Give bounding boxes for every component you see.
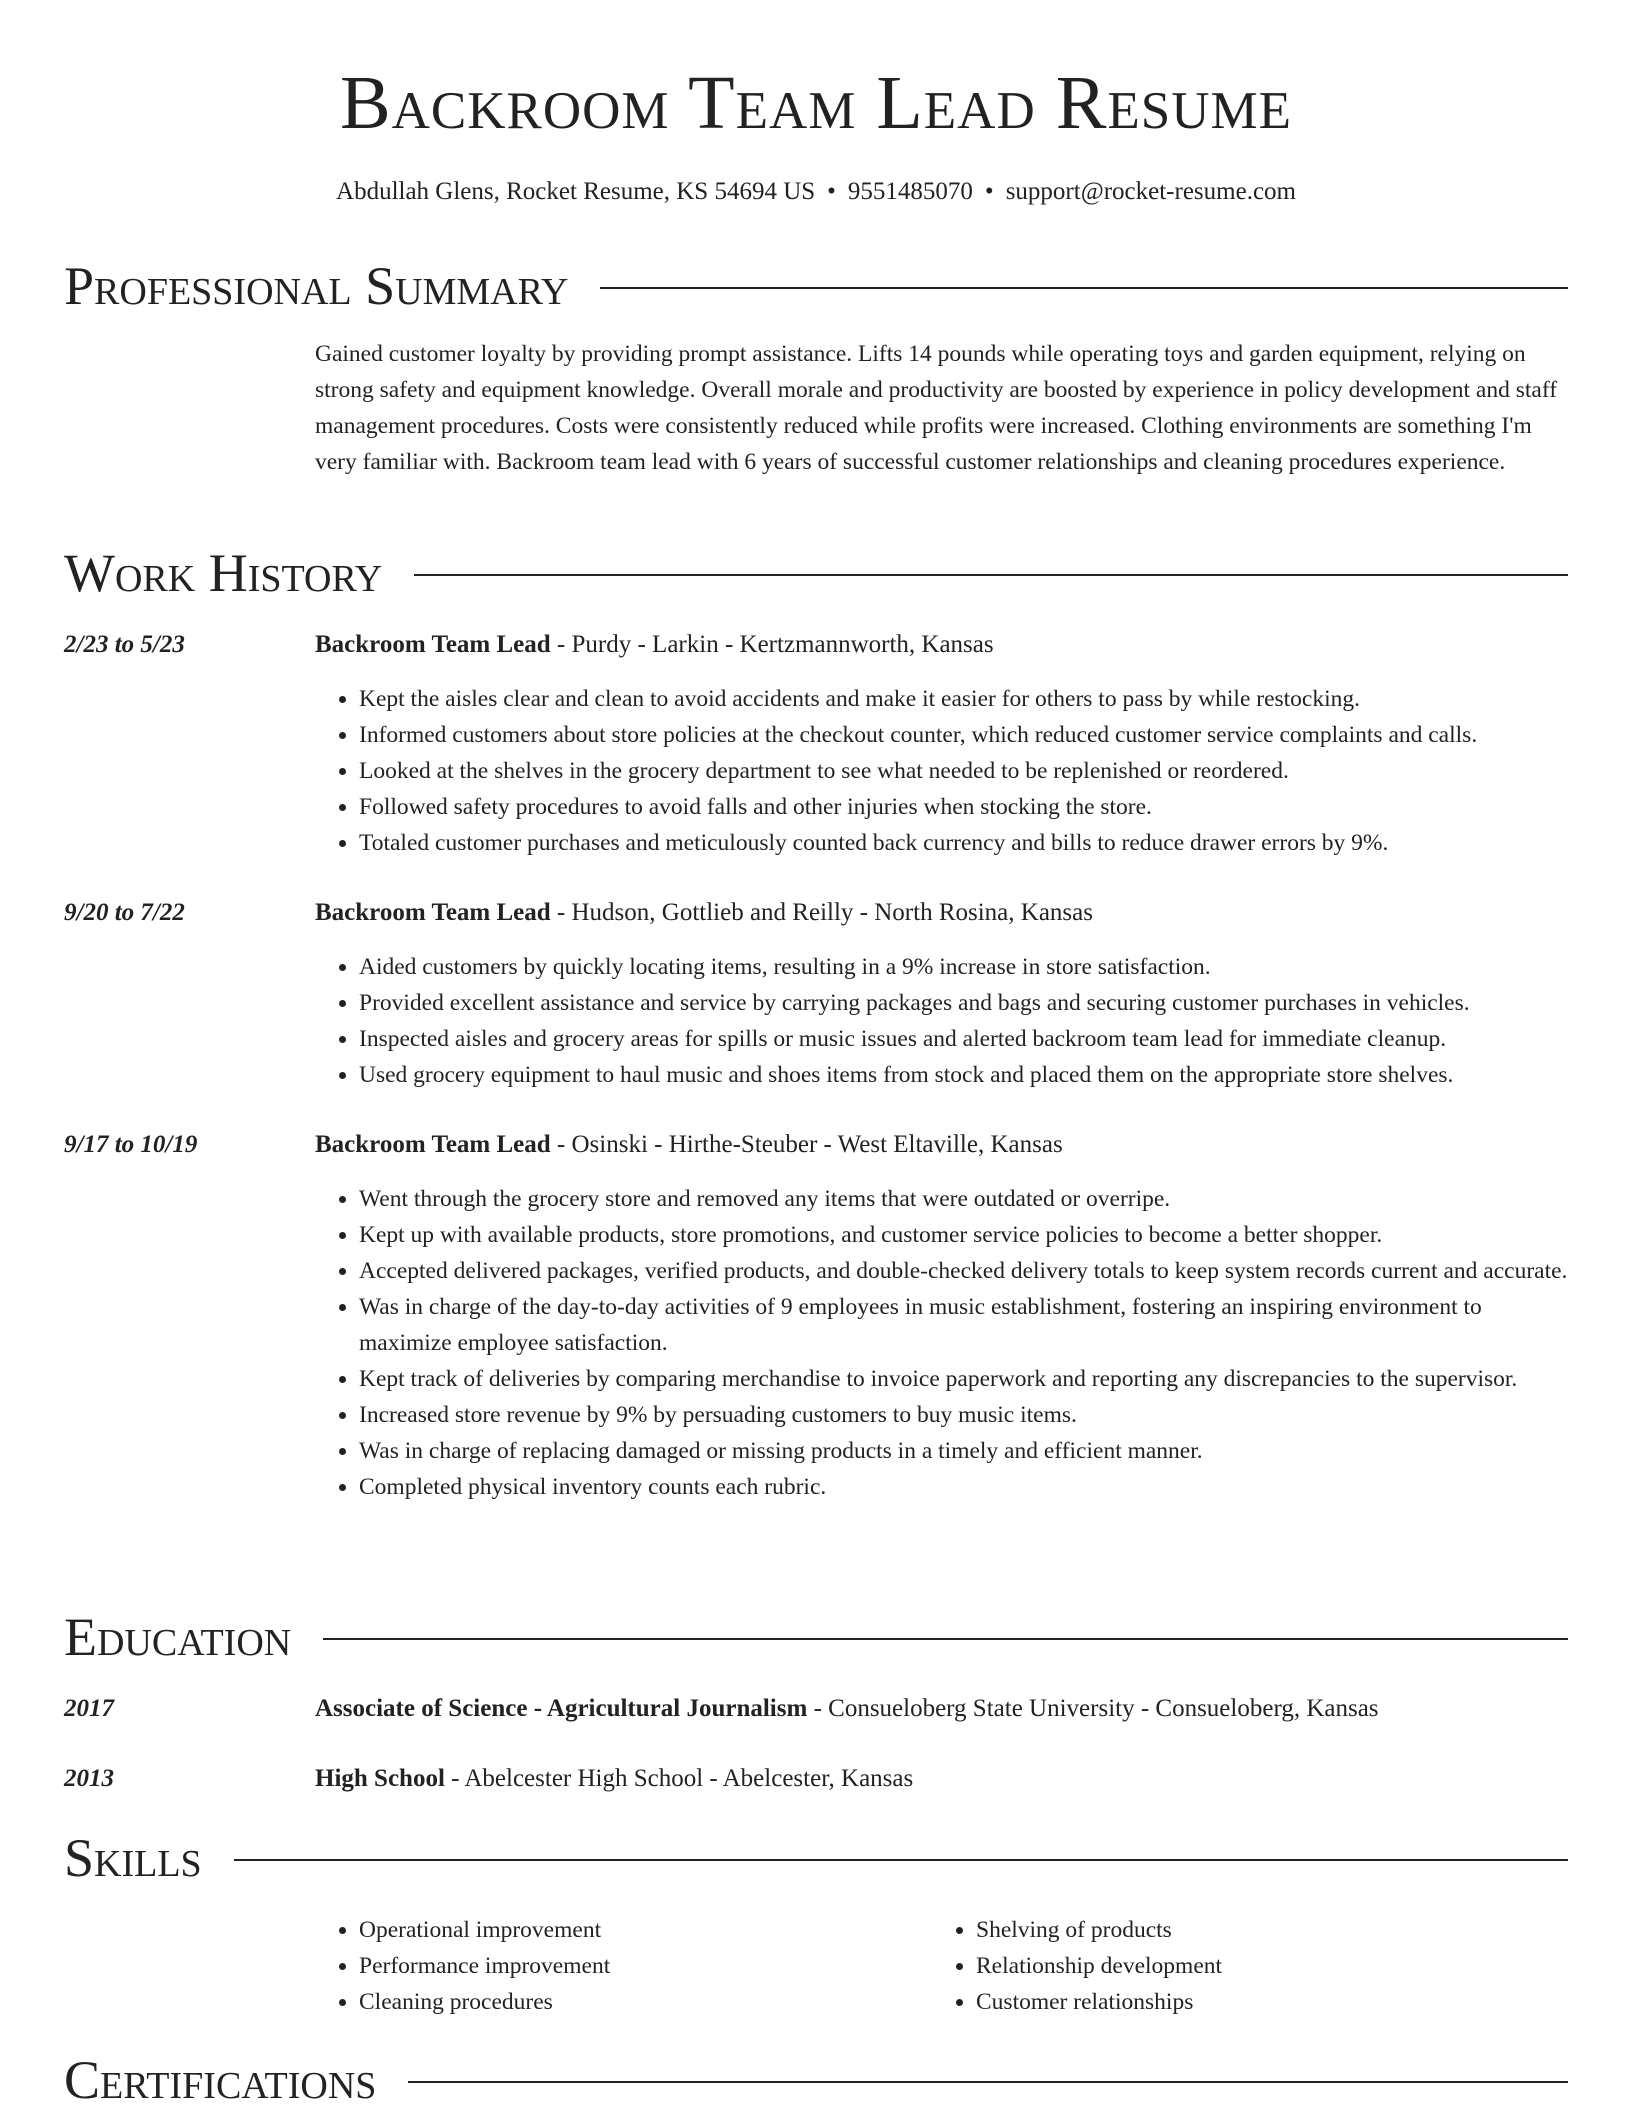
job-bullets xyxy=(315,1181,1568,1505)
education-line xyxy=(315,1691,1379,1727)
job-bullets xyxy=(315,949,1568,1093)
skills-list-left xyxy=(315,1912,929,2020)
list-item: • Was in charge of the day-to-day activities of 9 employees in music establishment, fostering an inspiring environment to maximize employee satisfaction. xyxy=(359,1289,1568,1361)
contact-address: Abdullah Glens, Rocket Resume, KS 54694 US xyxy=(336,178,816,205)
job-dates: 9/20 to 7/22 xyxy=(64,899,185,926)
list-item: • Increased store revenue by 9% by persuading customers to buy music items. xyxy=(359,1397,1568,1433)
section-rule xyxy=(414,574,1568,576)
job-details: - Hudson, Gottlieb and Reilly - North Rosina, Kansas xyxy=(550,899,1093,926)
section-rule xyxy=(600,287,1568,289)
section-heading: Professional Summary xyxy=(64,256,569,316)
job-title-line xyxy=(315,895,1093,931)
job-title: Backroom Team Lead xyxy=(315,899,551,926)
job-bullets xyxy=(315,681,1568,861)
contact-line xyxy=(64,174,1568,210)
list-item: • Went through the grocery store and removed any items that were outdated or overripe. xyxy=(359,1181,1568,1217)
contact-email: support@rocket-resume.com xyxy=(1005,178,1296,205)
education-details: - Abelcester High School - Abelcester, Kansas xyxy=(444,1765,914,1792)
list-item: • Followed safety procedures to avoid falls and other injuries when stocking the store. xyxy=(359,789,1568,825)
list-item: • Kept track of deliveries by comparing merchandise to invoice paperwork and reporting any discrepancies to the supervisor. xyxy=(359,1361,1568,1397)
list-item: • Completed physical inventory counts each rubric. xyxy=(359,1469,1568,1505)
education-line xyxy=(315,1761,913,1797)
skill-item: • Operational improvement xyxy=(359,1912,929,1948)
contact-phone: 9551485070 xyxy=(847,178,973,205)
job-title: Backroom Team Lead xyxy=(315,1131,551,1158)
skill-item: • Customer relationships xyxy=(976,1984,1566,2020)
list-item: • Used grocery equipment to haul music and shoes items from stock and placed them on the appropriate store shelves. xyxy=(359,1057,1568,1093)
education-year: 2013 xyxy=(64,1765,114,1792)
skill-item: • Cleaning procedures xyxy=(359,1984,929,2020)
section-heading: Skills xyxy=(64,1828,202,1888)
section-certifications xyxy=(64,2048,1568,2112)
section-skills xyxy=(64,1826,1568,1890)
job-title: Backroom Team Lead xyxy=(315,631,551,658)
contact-separator: • xyxy=(984,178,994,205)
list-item: • Inspected aisles and grocery areas for spills or music issues and alerted backroom team lead for immediate cleanup. xyxy=(359,1021,1568,1057)
job-title-line xyxy=(315,1127,1063,1163)
education-degree: High School xyxy=(315,1765,445,1792)
section-rule xyxy=(408,2081,1568,2083)
section-rule xyxy=(323,1638,1568,1640)
list-item: • Accepted delivered packages, verified products, and double-checked delivery totals to keep system records current and accurate. xyxy=(359,1253,1568,1289)
job-details: - Osinski - Hirthe-Steuber - West Eltaville, Kansas xyxy=(550,1131,1063,1158)
section-heading: Education xyxy=(64,1607,292,1667)
skill-item: • Relationship development xyxy=(976,1948,1566,1984)
resume-title: Backroom Team Lead Resume xyxy=(339,61,1293,145)
section-professional-summary xyxy=(64,254,1568,318)
list-item: • Looked at the shelves in the grocery department to see what needed to be replenished or reordered. xyxy=(359,753,1568,789)
section-education xyxy=(64,1605,1568,1669)
list-item: • Totaled customer purchases and meticulously counted back currency and bills to reduce drawer errors by 9%. xyxy=(359,825,1568,861)
section-rule xyxy=(234,1859,1568,1861)
job-dates: 2/23 to 5/23 xyxy=(64,631,185,658)
list-item: • Was in charge of replacing damaged or missing products in a timely and efficient manner. xyxy=(359,1433,1568,1469)
section-heading: Certifications xyxy=(64,2050,377,2110)
education-degree: Associate of Science - Agricultural Journalism xyxy=(315,1695,808,1722)
education-details: - Consueloberg State University - Consueloberg, Kansas xyxy=(807,1695,1379,1722)
skill-item: • Performance improvement xyxy=(359,1948,929,1984)
job-dates: 9/17 to 10/19 xyxy=(64,1131,198,1158)
section-work-history xyxy=(64,541,1568,605)
list-item: • Aided customers by quickly locating items, resulting in a 9% increase in store satisfaction. xyxy=(359,949,1568,985)
list-item: • Kept the aisles clear and clean to avoid accidents and make it easier for others to pass by while restocking. xyxy=(359,681,1568,717)
list-item: • Kept up with available products, store promotions, and customer service policies to become a better shopper. xyxy=(359,1217,1568,1253)
skill-item: • Shelving of products xyxy=(976,1912,1566,1948)
section-heading: Work History xyxy=(64,543,383,603)
job-details: - Purdy - Larkin - Kertzmannworth, Kansas xyxy=(550,631,994,658)
contact-separator: • xyxy=(827,178,836,205)
list-item: • Provided excellent assistance and service by carrying packages and bags and securing customer purchases in vehicles. xyxy=(359,985,1568,1021)
education-year: 2017 xyxy=(64,1695,114,1722)
list-item: • Informed customers about store policies at the checkout counter, which reduced customer service complaints and calls. xyxy=(359,717,1568,753)
summary-text: Gained customer loyalty by providing prompt assistance. Lifts 14 pounds while operating toys and garden equipment, relying on strong safety and equipment knowledge. Overall morale and productivity are boosted by experience in policy development and staff management procedures. Costs were consistently reduced while profits were increased. Clothing environments are something I'm very familiar with. Backroom team lead with 6 years of successful customer relationships and cleaning procedures experience. xyxy=(315,341,1558,475)
skills-list-right xyxy=(932,1912,1566,2020)
job-title-line xyxy=(315,627,994,663)
